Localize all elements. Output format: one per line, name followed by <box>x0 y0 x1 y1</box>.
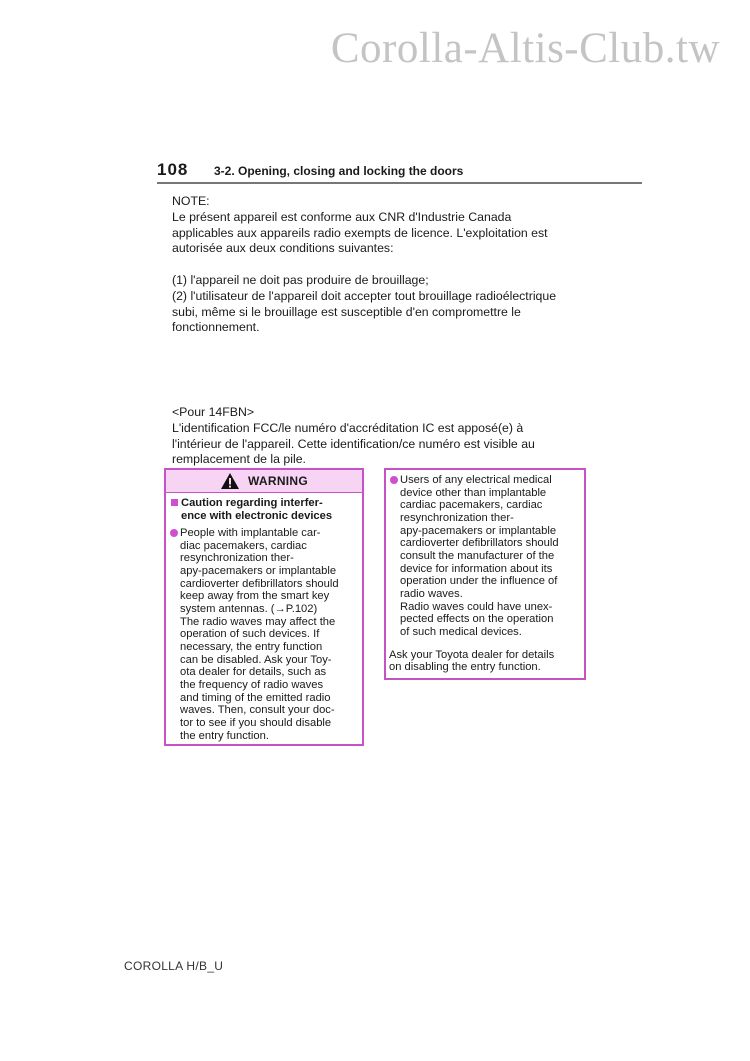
note-line: Le présent appareil est conforme aux CNR d'Industrie Canada <box>172 209 512 224</box>
warning-paragraph <box>169 527 356 742</box>
continuation-line: cardiac pacemakers, cardiac <box>400 499 543 512</box>
continuation-line: radio waves. <box>400 587 463 600</box>
closing-paragraph <box>389 649 578 674</box>
warning-box <box>164 468 364 746</box>
warning-line: system antennas. (→P.102) <box>180 602 318 615</box>
continuation-line: pected effects on the operation <box>400 613 554 626</box>
warning-line: operation of such devices. If <box>180 628 320 641</box>
warning-line: apy-pacemakers or implantable <box>180 564 337 577</box>
warning-line: the frequency of radio waves <box>180 678 324 691</box>
warning-line: can be disabled. Ask your Toy- <box>180 653 332 666</box>
warning-label: WARNING <box>247 474 309 488</box>
pour-block <box>172 405 592 468</box>
pour-title: <Pour 14FBN> <box>172 405 255 419</box>
warning-triangle-icon <box>220 472 240 490</box>
warning-line: ota dealer for details, such as <box>180 666 327 679</box>
continuation-line: Users of any electrical medical <box>400 474 552 486</box>
warning-line: The radio waves may affect the <box>180 615 336 628</box>
warning-line: necessary, the entry function <box>180 640 323 653</box>
footer-model-code: COROLLA H/B_U <box>124 959 224 973</box>
continuation-line: operation under the influence of <box>400 575 558 588</box>
warning-line: keep away from the smart key <box>180 590 330 603</box>
circle-bullet-icon <box>170 529 178 537</box>
warning-line: diac pacemakers, cardiac <box>180 539 307 552</box>
page-number: 108 <box>157 160 189 179</box>
section-title: 3-2. Opening, closing and locking the doors <box>214 164 464 178</box>
note-title: NOTE: <box>172 194 210 208</box>
square-bullet-icon <box>171 499 178 506</box>
warning-line: cardioverter defibrillators should <box>180 577 339 590</box>
pour-line: l'intérieur de l'appareil. Cette identification/ce numéro est visible au <box>172 436 535 451</box>
continuation-line: resynchronization ther- <box>400 511 514 524</box>
note-condition: (1) l'appareil ne doit pas produire de brouillage; <box>172 272 429 287</box>
caution-heading-line: Caution regarding interfer- <box>181 497 323 509</box>
closing-line: on disabling the entry function. <box>389 661 541 674</box>
pour-line: remplacement de la pile. <box>172 452 306 467</box>
note-condition: (2) l'utilisateur de l'appareil doit accepter tout brouillage radioélectrique <box>172 288 557 303</box>
continuation-line: cardioverter defibrillators should <box>400 537 559 550</box>
continuation-line: device other than implantable <box>400 486 547 499</box>
warning-line: the entry function. <box>180 729 269 742</box>
note-block <box>172 194 592 336</box>
continuation-line: apy-pacemakers or implantable <box>400 524 557 537</box>
note-line: applicables aux appareils radio exempts de licence. L'exploitation est <box>172 225 548 240</box>
caution-heading <box>169 497 356 522</box>
watermark: Corolla-Altis-Club.tw <box>330 25 720 72</box>
warning-header <box>166 470 362 493</box>
continuation-line: consult the manufacturer of the <box>400 549 555 562</box>
note-condition: fonctionnement. <box>172 320 260 335</box>
continuation-line: of such medical devices. <box>400 625 522 638</box>
warning-line: and timing of the emitted radio <box>180 691 331 704</box>
continuation-line: Radio waves could have unex- <box>400 600 553 613</box>
continuation-line: device for information about its <box>400 562 553 575</box>
circle-bullet-icon <box>390 476 398 484</box>
page-header <box>157 160 642 184</box>
warning-line: resynchronization ther- <box>180 552 294 565</box>
warning-line: People with implantable car- <box>180 527 321 539</box>
closing-line: Ask your Toyota dealer for details <box>389 648 555 661</box>
note-condition: subi, même si le brouillage est susceptible d'en compromettre le <box>172 304 521 319</box>
warning-line: tor to see if you should disable <box>180 716 332 729</box>
note-line: autorisée aux deux conditions suivantes: <box>172 241 394 256</box>
pour-line: L'identification FCC/le numéro d'accréditation IC est apposé(e) à <box>172 420 524 435</box>
continuation-paragraph <box>389 474 578 639</box>
caution-heading-line: ence with electronic devices <box>181 509 333 522</box>
warning-line: waves. Then, consult your doc- <box>180 704 335 717</box>
note-spacer <box>172 257 592 273</box>
warning-continuation-box <box>384 468 586 680</box>
